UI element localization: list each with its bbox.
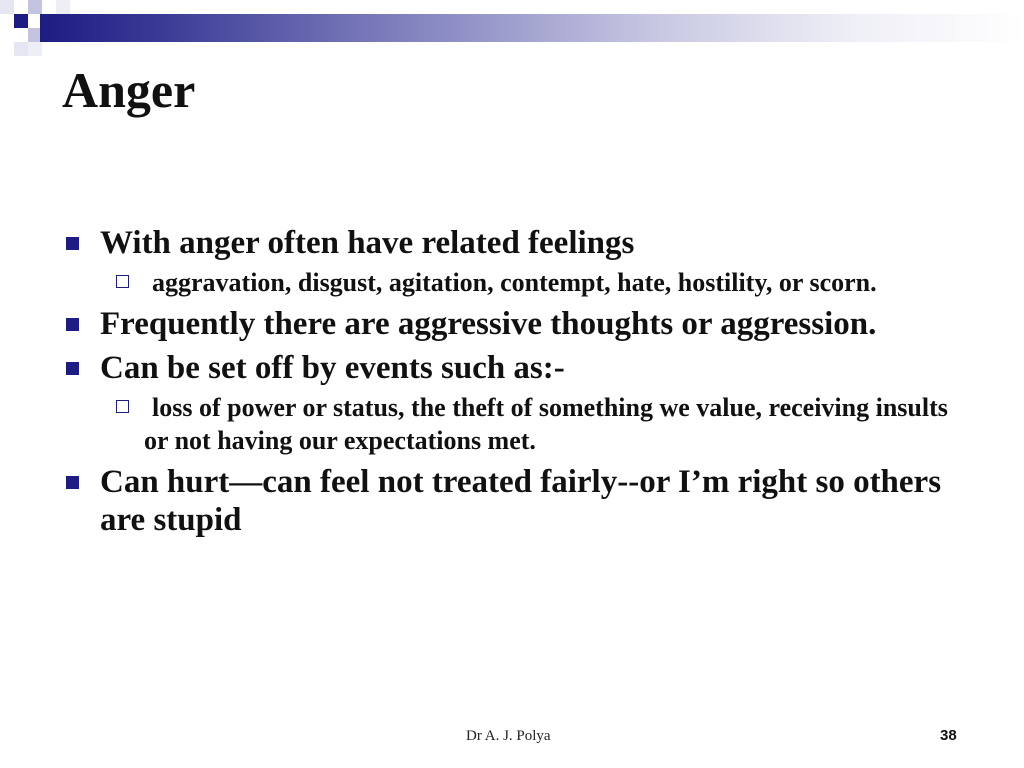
decor-square xyxy=(28,0,42,14)
bullet-text: With anger often have related feelings xyxy=(100,225,635,261)
bullet-item xyxy=(62,349,962,387)
bullet-text: Can be set off by events such as:- xyxy=(100,350,565,386)
square-bullet-icon xyxy=(66,476,79,489)
hollow-square-bullet-icon xyxy=(116,275,129,288)
slide-number: 38 xyxy=(940,727,957,744)
hollow-square-bullet-icon xyxy=(116,400,129,413)
bullet-text: Can hurt—can feel not treated fairly--or I’m right so others are stupid xyxy=(100,464,942,538)
sub-bullet-item xyxy=(62,391,962,457)
slide-title: Anger xyxy=(62,62,196,118)
decor-square xyxy=(28,42,42,56)
bullet-list xyxy=(62,224,962,545)
bullet-text: Frequently there are aggressive thoughts or aggression. xyxy=(100,306,877,342)
sub-bullet-item xyxy=(62,266,962,299)
bullet-item xyxy=(62,463,962,539)
decor-square xyxy=(0,0,14,14)
decor-square xyxy=(14,42,28,56)
header-gradient-band xyxy=(40,14,1024,42)
sub-bullet-text: loss of power or status, the theft of something we value, receiving insults or not having our expectations met. xyxy=(144,393,948,455)
bullet-item xyxy=(62,224,962,262)
square-bullet-icon xyxy=(66,237,79,250)
decor-square xyxy=(56,0,70,14)
decor-square xyxy=(14,14,28,28)
footer-author: Dr A. J. Polya xyxy=(466,728,551,744)
sub-bullet-text: aggravation, disgust, agitation, contempt, hate, hostility, or scorn. xyxy=(152,268,877,297)
square-bullet-icon xyxy=(66,318,79,331)
square-bullet-icon xyxy=(66,362,79,375)
bullet-item xyxy=(62,305,962,343)
